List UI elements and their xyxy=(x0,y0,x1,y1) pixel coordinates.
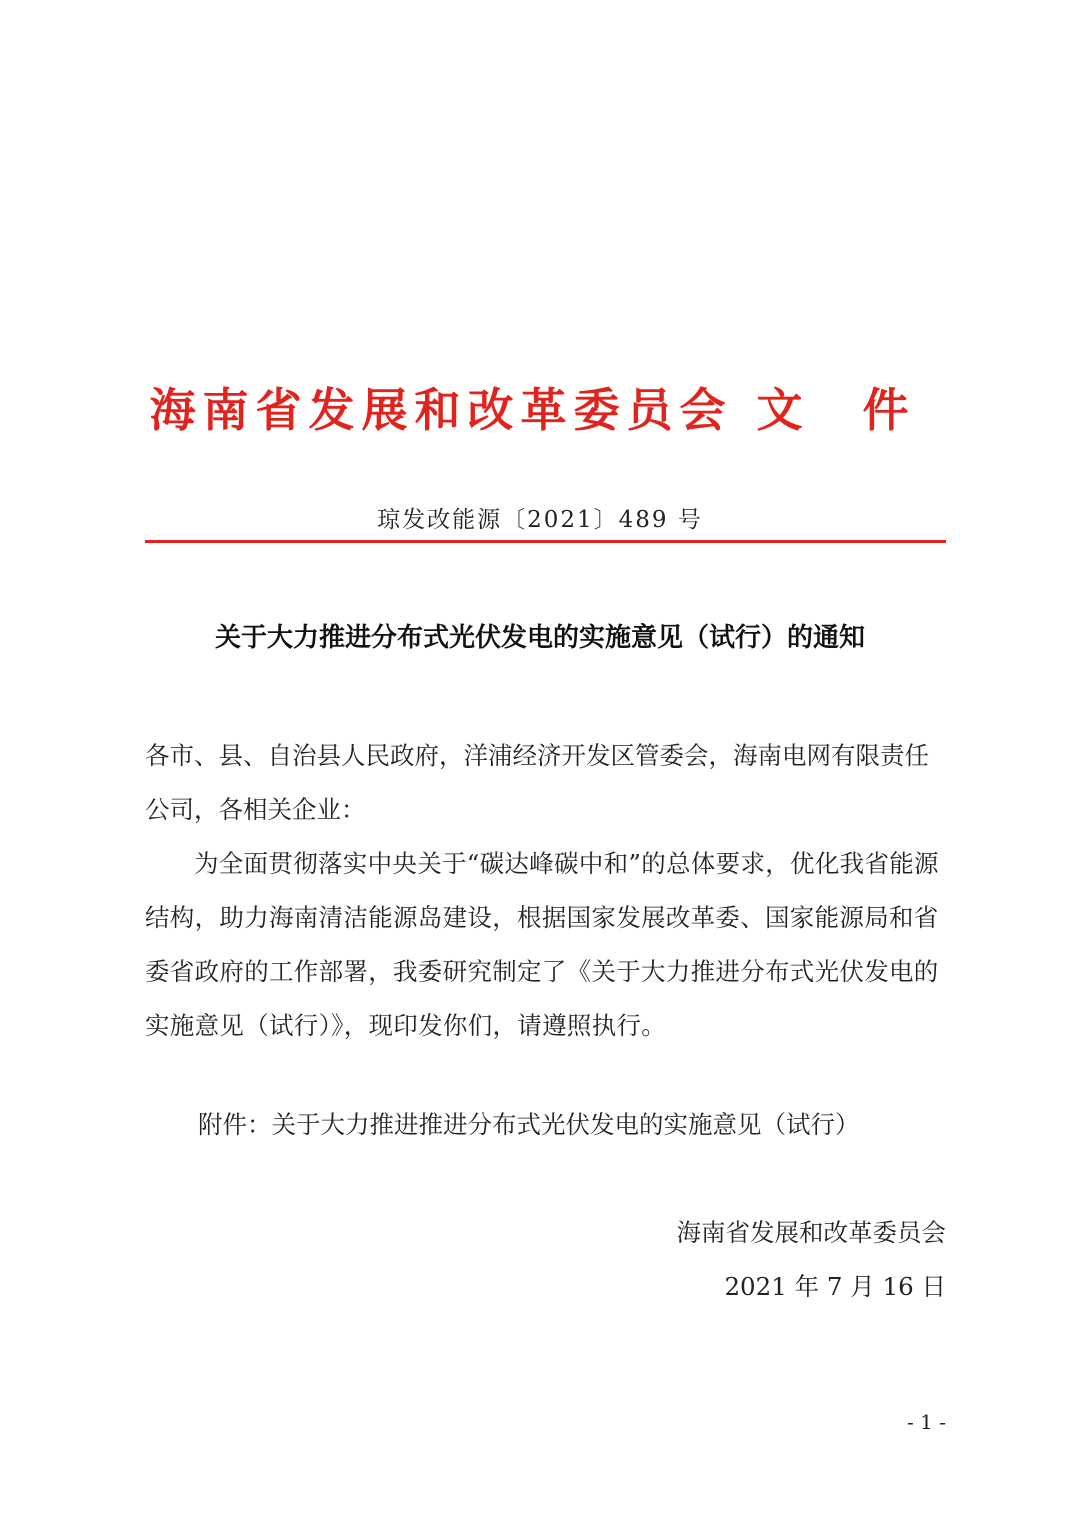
attachment-line: 附件：关于大力推进推进分布式光伏发电的实施意见（试行） xyxy=(198,1110,860,1139)
red-divider-line xyxy=(145,540,946,543)
issuing-organization: 海南省发展和改革委员会 xyxy=(149,383,733,437)
document-suffix: 文 件 xyxy=(756,383,931,437)
document-number: 琼发改能源〔2021〕489 号 xyxy=(377,507,703,533)
document-header xyxy=(0,378,1080,442)
salutation: 各市、县、自治县人民政府，洋浦经济开发区管委会，海南电网有限责任公司，各相关企业： xyxy=(145,741,929,824)
signature-organization: 海南省发展和改革委员会 xyxy=(676,1218,946,1247)
body-paragraph: 为全面贯彻落实中央关于“碳达峰碳中和”的总体要求，优化我省能源结构，助力海南清洁能源岛建设，根据国家发展改革委、国家能源局和省委省政府的工作部署，我委研究制定了《关于大力推进分布式光伏发电的实施意见（试行）》，现印发你们，请遵照执行。 xyxy=(145,849,939,1040)
issue-date: 2021 年 7 月 16 日 xyxy=(724,1272,946,1301)
page-number: - 1 - xyxy=(907,1410,946,1434)
document-title: 关于大力推进分布式光伏发电的实施意见（试行）的通知 xyxy=(214,623,865,653)
